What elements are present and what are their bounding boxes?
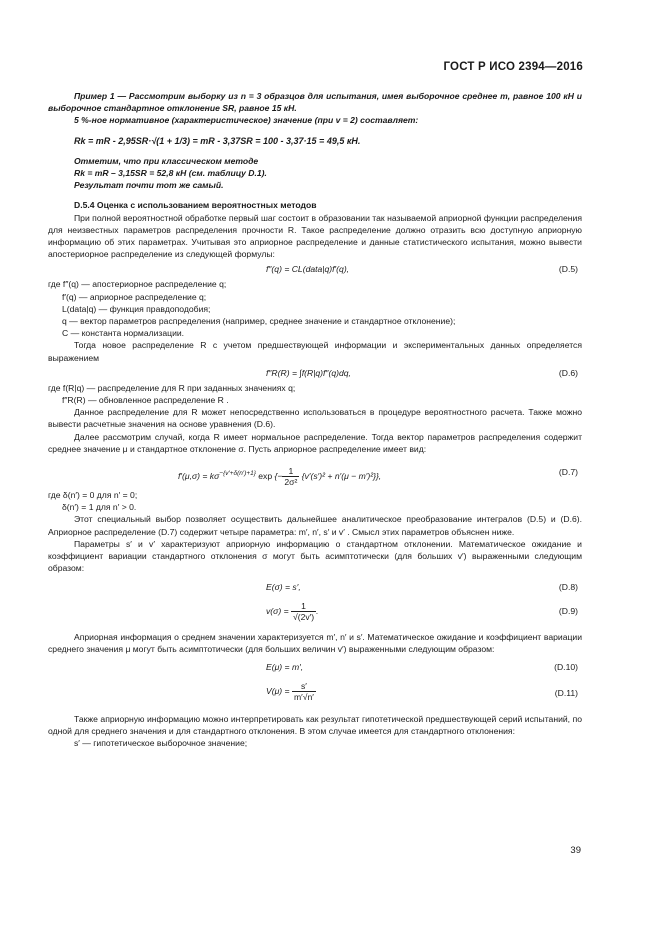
equation-d11-body: V(μ) = $\frac{s'}{m'√n'}$ [266, 680, 314, 702]
paragraph-4: Далее рассмотрим случай, когда R имеет нормальное распределение. Тогда вектор параметров распределения содержит среднее значение μ и стандартное отклонение σ. Пусть априорное распределение имеет вид: [48, 431, 582, 454]
equation-d7-number: (D.7) [558, 467, 578, 478]
equation-d6 [48, 364, 582, 382]
equation-d7-fraction: $\frac{1}{\text{2σ²}}$ [284, 466, 298, 488]
equation-d9-body: v(σ) = $\frac{1}{√(2v')}$ . [266, 600, 319, 622]
equation-d5-number: (D.5) [558, 264, 578, 275]
example-line-2: 5 %-ное нормативное (характеристическое) значение (при v = 2) составляет: [74, 115, 419, 126]
definition-item: f′(q) — априорное распределение q; [62, 291, 207, 302]
equation-d10-body: E(μ) = m′, [266, 661, 304, 672]
paragraph-7: Априорная информация о среднем значении характеризуется m′, n′ и s′. Математическое ожидание и коэффициент вариации среднего значения μ могут быть асимптотически (для больших величин v′) выраженными следующим образом: [48, 631, 582, 654]
definition-item: s′ — гипотетическое выборочное значение; [74, 738, 248, 749]
definitions-2 [48, 382, 582, 406]
equation-d7-exponent: −{v′+δ(n′)+1} [219, 469, 256, 477]
equation-d5 [48, 260, 582, 278]
equation-d11-fraction: $\frac{s'}{m'√n'}$ [293, 680, 314, 702]
page-number: 39 [570, 845, 581, 856]
equation-d9-fraction: $\frac{1}{√(2v')}$ [293, 600, 315, 622]
equation-d5-body: f″(q) = CL(data|q)f′(q), [266, 264, 350, 275]
definition-item: f″R(R) — обновленное распределение R . [62, 395, 229, 406]
definition-item: δ(n′) = 1 для n′ > 0. [62, 502, 137, 513]
equation-d8-body: E(σ) = s′, [266, 581, 301, 592]
definitions-1 [48, 278, 582, 339]
example-line-1: Пример 1 — Рассмотрим выборку из n = 3 образцов для испытания, имея выборочное среднее m, равное 100 кН и выборочное стандартное отклонение SR, равное 15 кН. [48, 91, 582, 114]
definition-item: L(data|q) — функция правдоподобия; [62, 303, 211, 314]
definitions-3 [48, 489, 582, 513]
equation-d11 [48, 677, 582, 709]
example-note-2: Rk = mR – 3,15SR = 52,8 кН (см. таблицу D.1). [74, 168, 267, 179]
paragraph-6: Параметры s′ и v′ характеризуют априорную информацию о стандартном отклонении. Математическое ожидание и коэффициент вариации стандартного отклонения σ могут быть асимптотически (для больших v′) выраженными следующим образом: [48, 538, 582, 574]
paragraph-2: Тогда новое распределение R с учетом предшествующей информации и экспериментальных данных определяется выражением [48, 340, 582, 363]
example-note-3: Результат почти тот же самый. [74, 180, 224, 191]
equation-d6-number: (D.6) [558, 367, 578, 378]
document-code: ГОСТ Р ИСО 2394—2016 [443, 61, 583, 73]
equation-d11-number: (D.11) [554, 687, 578, 698]
equation-d8-number: (D.8) [558, 581, 578, 592]
equation-d7-body: $f'(\mu,\sigma) = k\sigma^{-\{v'+\delta(n')+1\}}$ exp {− $\frac{1}{\text{2σ²}}$ {v′(s′)² + n′(μ − m′)²}}, [178, 466, 382, 488]
equation-d9 [48, 597, 582, 627]
paragraph-5: Этот специальный выбор позволяет осуществить дальнейшее аналитическое преобразование интегралов (D.5) и (D.6). Априорное распределение (D.7) содержит четыре параметра: m′, n′, s′ и v′ . Смысл этих параметров объяснен ниже. [48, 514, 582, 537]
example-formula: Rk = mR - 2,95SR·√(1 + 1/3) = mR - 3,37SR = 100 - 3,37·15 = 49,5 кН. [74, 135, 361, 146]
definition-item: C — константа нормализации. [62, 328, 185, 339]
definition-item: где f(R|q) — распределение для R при заданных значениях q; [48, 382, 296, 393]
page-content [48, 90, 582, 750]
equation-d6-body: f″R(R) = ∫f(R|q)f″(q)dq, [266, 367, 351, 378]
equation-d10-number: (D.10) [554, 661, 578, 672]
definition-item: q — вектор параметров распределения (например, среднее значение и стандартное отклонение); [62, 316, 456, 327]
definition-item: где f″(q) — апостериорное распределение q; [48, 279, 227, 290]
definition-item: где δ(n′) = 0 для n′ = 0; [48, 490, 138, 501]
section-title: D.5.4 Оценка с использованием вероятностных методов [74, 200, 317, 211]
paragraph-1: При полной вероятностной обработке первый шаг состоит в образовании так называемой априорной функции распределения для неизвестных параметров распределения прочности R. Такое распределение должно отразить всю доступную априорную информацию об этих параметрах. Учитывая это априорное распределение и данные статистического испытания, можно вывести апостериорное распределение из следующей формулы: [48, 212, 582, 260]
equation-d7 [48, 455, 582, 489]
paragraph-8: Также априорную информацию можно интерпретировать как результат гипотетической предшествующей серий испытаний, по одной для среднего значения и для стандартного отклонения. В этом случае имеется для стандартного отклонения: [48, 713, 582, 737]
equation-d8 [48, 575, 582, 597]
paragraph-3: Данное распределение для R может непосредственно использоваться в процедуре вероятностного расчета. Также можно вывести расчетные значения на основе уравнения (D.6). [48, 407, 582, 430]
equation-d9-number: (D.9) [558, 605, 578, 616]
example-note-1: Отметим, что при классическом методе [74, 155, 259, 166]
equation-d10 [48, 655, 582, 677]
